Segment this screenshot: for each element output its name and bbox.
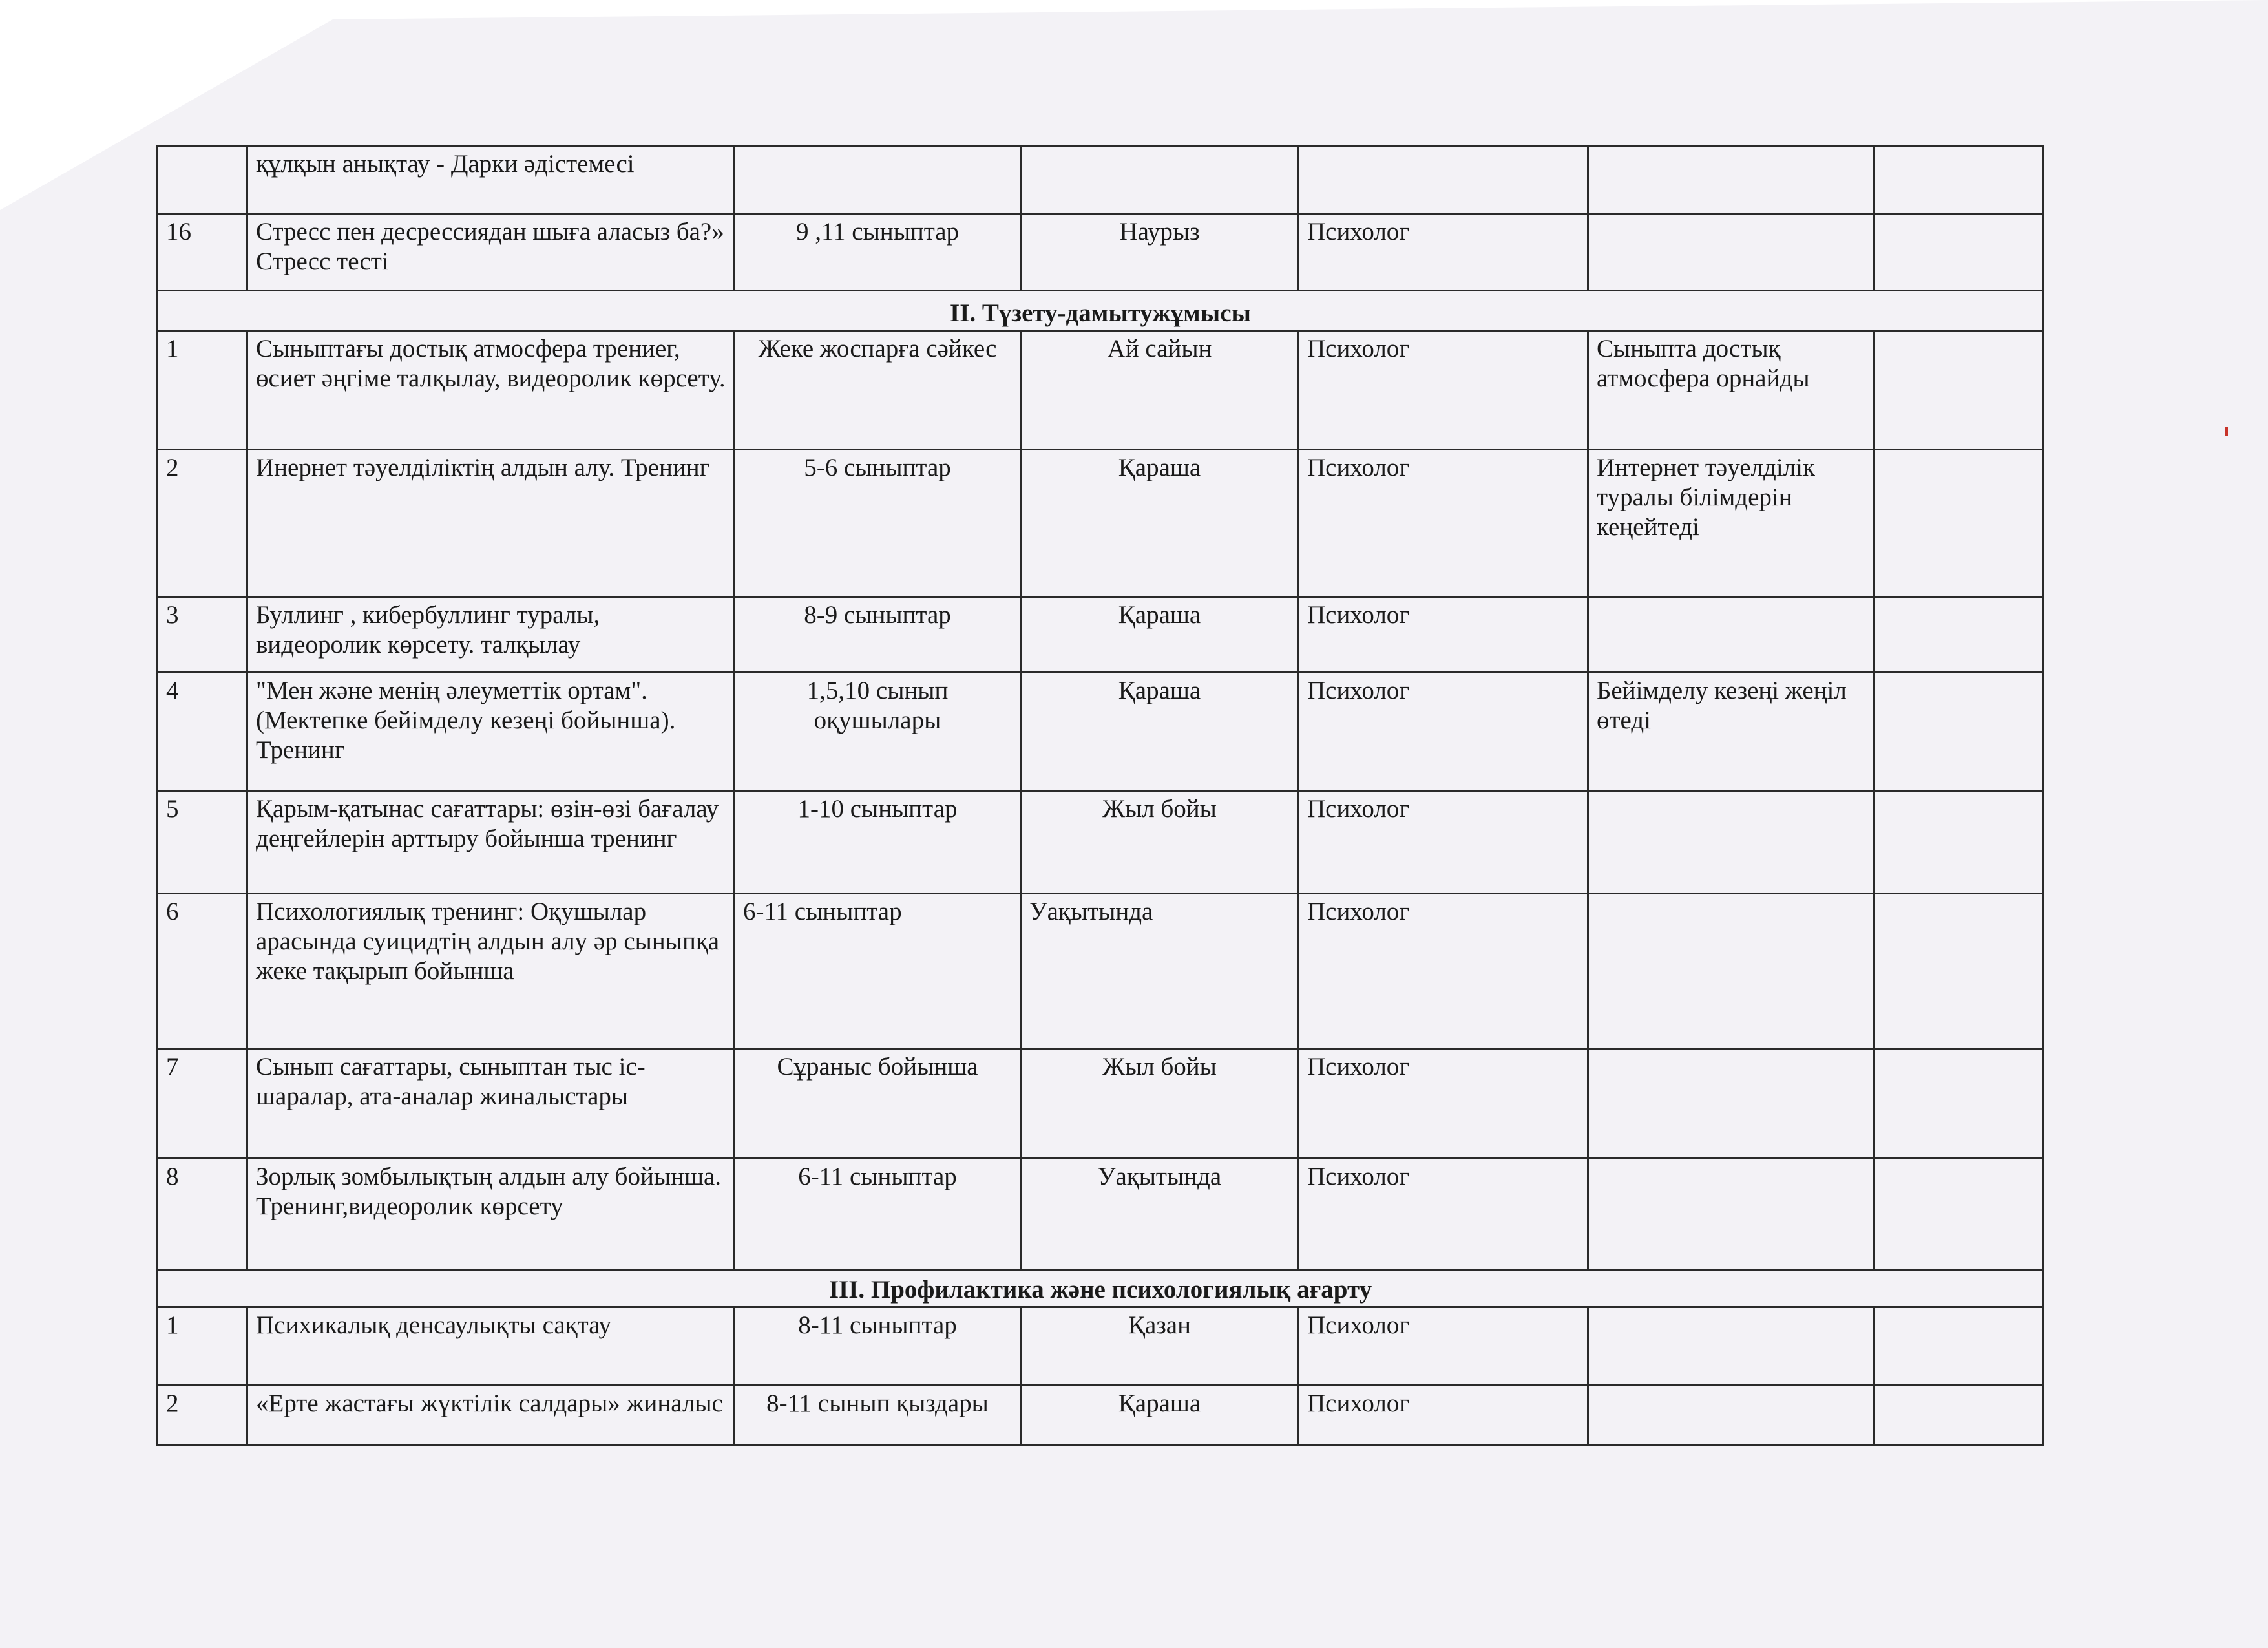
cell-n: 6 <box>158 894 247 1049</box>
cell-resp: Психолог <box>1299 1386 1588 1445</box>
cell-date: Қараша <box>1021 597 1299 673</box>
cell-date: Қараша <box>1021 450 1299 597</box>
cell-resp: Психолог <box>1299 894 1588 1049</box>
table-row <box>158 1049 2044 1159</box>
cell-result: Бейімделу кезеңі жеңіл өтеді <box>1588 673 1874 791</box>
cell-n: 16 <box>158 214 247 291</box>
cell-result <box>1588 146 1874 214</box>
section-row-3 <box>158 1270 2044 1307</box>
cell-result <box>1588 597 1874 673</box>
cell-n: 5 <box>158 791 247 894</box>
table-row <box>158 894 2044 1049</box>
cell-target: 9 ,11 сыныптар <box>735 214 1021 291</box>
table-row <box>158 791 2044 894</box>
cell-target: 8-11 сыныптар <box>735 1307 1021 1386</box>
cell-note <box>1874 894 2044 1049</box>
cell-note <box>1874 1049 2044 1159</box>
cell-resp: Психолог <box>1299 331 1588 450</box>
cell-event: Буллинг , кибербуллинг туралы, видеоролик көрсету. талқылау <box>247 597 735 673</box>
cell-target: 1-10 сыныптар <box>735 791 1021 894</box>
cell-target: 8-11 сынып қыздары <box>735 1386 1021 1445</box>
cell-note <box>1874 1386 2044 1445</box>
cell-event: Психологиялық тренинг: Оқушылар арасында суицидтің алдын алу әр сыныпқа жеке тақырып бойынша <box>247 894 735 1049</box>
cell-result <box>1588 1386 1874 1445</box>
red-mark <box>2225 427 2228 436</box>
cell-result <box>1588 1049 1874 1159</box>
cell-date: Жыл бойы <box>1021 791 1299 894</box>
table-row <box>158 146 2044 214</box>
cell-n <box>158 146 247 214</box>
cell-note <box>1874 791 2044 894</box>
cell-resp: Психолог <box>1299 791 1588 894</box>
cell-resp: Психолог <box>1299 450 1588 597</box>
cell-n: 2 <box>158 450 247 597</box>
cell-target: 5-6 сыныптар <box>735 450 1021 597</box>
cell-note <box>1874 214 2044 291</box>
cell-result <box>1588 894 1874 1049</box>
cell-n: 3 <box>158 597 247 673</box>
cell-note <box>1874 146 2044 214</box>
cell-event: "Мен және менің әлеуметтік ортам". (Мектепке бейімделу кезеңі бойынша). Тренинг <box>247 673 735 791</box>
table-row <box>158 214 2044 291</box>
cell-event: Психикалық денсаулықты сақтау <box>247 1307 735 1386</box>
cell-date: Қараша <box>1021 1386 1299 1445</box>
cell-date: Қазан <box>1021 1307 1299 1386</box>
table-row <box>158 450 2044 597</box>
cell-n: 8 <box>158 1159 247 1270</box>
cell-n: 7 <box>158 1049 247 1159</box>
section-heading: III. Профилактика және психологиялық ағарту <box>158 1270 2044 1307</box>
cell-date: Жыл бойы <box>1021 1049 1299 1159</box>
cell-n: 4 <box>158 673 247 791</box>
cell-result: Интернет тәуелділік туралы білімдерін кеңейтеді <box>1588 450 1874 597</box>
cell-resp <box>1299 146 1588 214</box>
cell-resp: Психолог <box>1299 1307 1588 1386</box>
cell-result <box>1588 214 1874 291</box>
cell-note <box>1874 450 2044 597</box>
cell-result <box>1588 1307 1874 1386</box>
cell-event: Сынып сағаттары, сыныптан тыс іс-шаралар, ата-аналар жиналыстары <box>247 1049 735 1159</box>
cell-resp: Психолог <box>1299 1049 1588 1159</box>
cell-target <box>735 146 1021 214</box>
table-row <box>158 1159 2044 1270</box>
cell-target: 6-11 сыныптар <box>735 1159 1021 1270</box>
cell-resp: Психолог <box>1299 673 1588 791</box>
section-heading: II. Түзету-дамытужұмысы <box>158 291 2044 331</box>
table-row <box>158 331 2044 450</box>
cell-n: 1 <box>158 1307 247 1386</box>
cell-date: Уақытында <box>1021 1159 1299 1270</box>
cell-target: 1,5,10 сынып оқушылары <box>735 673 1021 791</box>
cell-target: Жеке жоспарға сәйкес <box>735 331 1021 450</box>
cell-note <box>1874 1159 2044 1270</box>
cell-result <box>1588 791 1874 894</box>
cell-target: 8-9 сыныптар <box>735 597 1021 673</box>
cell-event: Стресс пен десрессиядан шыға аласыз ба?» Стресс тесті <box>247 214 735 291</box>
cell-date: Уақытында <box>1021 894 1299 1049</box>
cell-event: Инернет тәуелділіктің алдын алу. Тренинг <box>247 450 735 597</box>
cell-n: 2 <box>158 1386 247 1445</box>
table-row <box>158 1386 2044 1445</box>
cell-event: Қарым-қатынас сағаттары: өзін-өзі бағалау деңгейлерін арттыру бойынша тренинг <box>247 791 735 894</box>
cell-n: 1 <box>158 331 247 450</box>
cell-target: 6-11 сыныптар <box>735 894 1021 1049</box>
cell-result <box>1588 1159 1874 1270</box>
cell-date <box>1021 146 1299 214</box>
cell-date: Наурыз <box>1021 214 1299 291</box>
table-row <box>158 673 2044 791</box>
plan-table <box>156 145 2044 1446</box>
cell-resp: Психолог <box>1299 214 1588 291</box>
table-row <box>158 1307 2044 1386</box>
cell-date: Қараша <box>1021 673 1299 791</box>
cell-event: Зорлық зомбылықтың алдын алу бойынша. Тренинг,видеоролик көрсету <box>247 1159 735 1270</box>
cell-target: Сұраныс бойынша <box>735 1049 1021 1159</box>
table-row <box>158 597 2044 673</box>
section-row-2 <box>158 291 2044 331</box>
cell-resp: Психолог <box>1299 1159 1588 1270</box>
cell-note <box>1874 673 2044 791</box>
cell-note <box>1874 1307 2044 1386</box>
cell-note <box>1874 597 2044 673</box>
cell-resp: Психолог <box>1299 597 1588 673</box>
cell-event: «Ерте жастағы жүктілік салдары» жиналыс <box>247 1386 735 1445</box>
cell-result: Сыныпта достық атмосфера орнайды <box>1588 331 1874 450</box>
cell-note <box>1874 331 2044 450</box>
cell-event: құлқын анықтау - Дарки әдістемесі <box>247 146 735 214</box>
cell-date: Ай сайын <box>1021 331 1299 450</box>
cell-event: Сыныптағы достық атмосфера трениег, өсиет әңгіме талқылау, видеоролик көрсету. <box>247 331 735 450</box>
